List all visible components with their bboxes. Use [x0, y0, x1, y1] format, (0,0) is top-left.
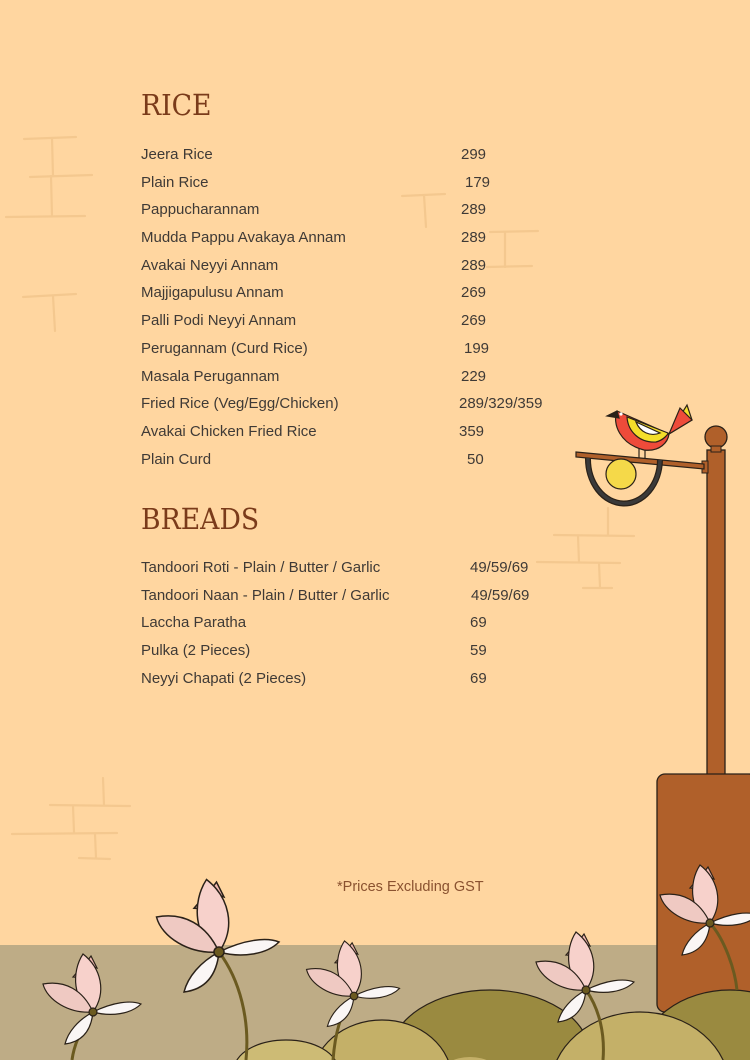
item-price: 49/59/69	[470, 559, 529, 576]
menu-item	[141, 367, 581, 395]
menu-item	[141, 641, 581, 669]
item-price: 289/329/359	[459, 395, 543, 413]
item-name: Fried Rice (Veg/Egg/Chicken)	[141, 395, 339, 413]
item-price: 50	[467, 450, 484, 468]
section-title-breads: BREADS	[141, 502, 260, 536]
menu-item	[141, 283, 581, 311]
item-price: 269	[461, 284, 487, 302]
menu-item	[141, 311, 581, 339]
bird-icon	[607, 405, 692, 459]
menu-item	[141, 173, 581, 201]
menu-item	[141, 669, 581, 697]
item-name: Laccha Paratha	[141, 614, 247, 632]
menu-item	[141, 256, 581, 284]
menu-item	[141, 422, 581, 450]
item-name: Perugannam (Curd Rice)	[141, 339, 308, 357]
item-name: Mudda Pappu Avakaya Annam	[141, 229, 346, 247]
item-name: Tandoori Naan - Plain / Butter / Garlic	[141, 586, 390, 604]
menu-item	[141, 613, 581, 641]
menu-item	[141, 394, 581, 422]
item-name: Neyyi Chapati (2 Pieces)	[141, 669, 307, 687]
menu-item	[141, 145, 581, 173]
menu-item	[141, 558, 581, 586]
breads-menu-list	[141, 558, 581, 696]
item-name: Palli Podi Neyyi Annam	[141, 312, 297, 330]
item-price: 299	[461, 146, 487, 163]
item-name: Masala Perugannam	[141, 367, 280, 385]
menu-item	[141, 450, 581, 478]
rice-menu-list	[141, 145, 581, 477]
item-price: 179	[465, 173, 491, 191]
item-name: Avakai Neyyi Annam	[141, 256, 279, 274]
item-price: 269	[461, 312, 487, 330]
menu-item	[141, 586, 581, 614]
item-price: 199	[464, 339, 490, 357]
item-name: Pulka (2 Pieces)	[141, 642, 251, 660]
item-price: 289	[461, 256, 487, 274]
menu-item	[141, 339, 581, 367]
item-price: 59	[470, 642, 487, 660]
item-name: Majjigapulusu Annam	[141, 284, 284, 302]
item-price: 229	[461, 367, 487, 385]
item-name: Tandoori Roti - Plain / Butter / Garlic	[141, 559, 381, 576]
section-title-rice: RICE	[141, 88, 212, 122]
item-name: Avakai Chicken Fried Rice	[141, 422, 317, 440]
item-price: 289	[461, 201, 487, 219]
item-price: 69	[470, 669, 487, 687]
lamp-post-icon	[576, 426, 727, 780]
item-price: 359	[459, 422, 485, 440]
item-name: Plain Curd	[141, 450, 212, 468]
menu-item	[141, 228, 581, 256]
item-price: 49/59/69	[471, 586, 530, 604]
item-name: Jeera Rice	[141, 146, 213, 163]
item-name: Plain Rice	[141, 173, 209, 191]
menu-item	[141, 200, 581, 228]
gst-footnote: *Prices Excluding GST	[337, 879, 484, 895]
item-price: 289	[461, 229, 487, 247]
item-price: 69	[470, 614, 487, 632]
item-name: Pappucharannam	[141, 201, 260, 219]
